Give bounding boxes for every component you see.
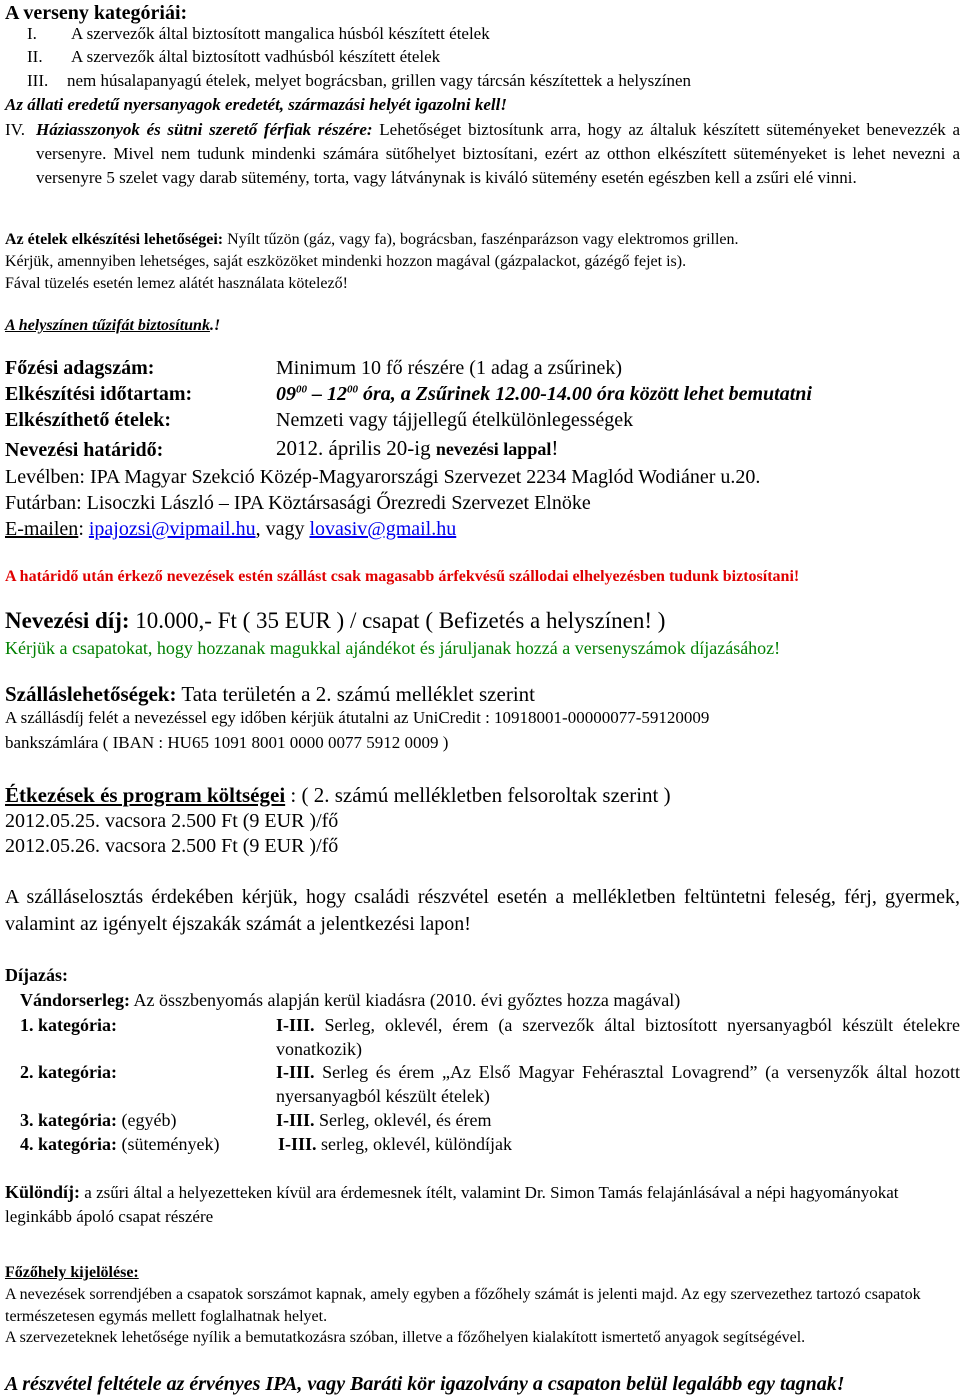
- preparation-section: [5, 229, 960, 295]
- fee-request: Kérjük a csapatokat, hogy hozzanak magukkal ajándékot és járuljanak hozzá a versenyszámok díjazásához!: [5, 638, 781, 658]
- contact-email: E-mailen: ipajozsi@vipmail.hu, vagy lovasiv@gmail.hu: [5, 518, 457, 540]
- contact-courier: Futárban: Lisoczki László – IPA Köztársasági Őrezredi Szervezet Elnöke: [5, 492, 591, 514]
- iv-lead: Háziasszonyok és sütni szerető férfiak részére:: [36, 120, 373, 139]
- detail-label: Főzési adagszám:: [5, 357, 155, 379]
- detail-label: Elkészíthető ételek:: [5, 409, 172, 431]
- contact-letter: Levélben: IPA Magyar Szekció Közép-Magyarországi Szervezet 2234 Maglód Wodiáner u.20.: [5, 466, 761, 488]
- meal-item: 2012.05.26. vacsora 2.500 Ft (9 EUR )/fő: [5, 835, 339, 857]
- footer-condition: A részvétel feltétele az érvényes IPA, vagy Baráti kör igazolvány a csapaton belül legalább egy tagnak!: [5, 1373, 845, 1395]
- preparation-line: Kérjük, amennyiben lehetséges, saját eszközöket mindenki hozzon magával (gázpalackot, gázégő fejet is).: [5, 253, 687, 270]
- origin-notice: Az állati eredetű nyersanyagok eredetét, származási helyét igazolni kell!: [5, 95, 507, 114]
- category-item-iv: IV. Háziasszonyok és sütni szerető férfiak részére: Lehetőséget biztosítunk arra, hogy az általuk készített süteményeket benevezzék a versenyre. Mivel nem tudunk mindenki számára sütőhelyet biztosítani, ezért az otthon elkészített süteményeket is lehet nevezni a versenyre 5 szelet vagy darab sütemény, torta, vagy látványnak is kiváló sütemény esetén egészben kell a zsűri elé vinni.: [5, 120, 960, 187]
- accommodation-line: bankszámlára ( IBAN : HU65 1091 8001 0000 0077 5912 0009 ): [5, 733, 449, 752]
- detail-value: Nemzeti vagy tájjellegű ételkülönlegességek: [276, 409, 634, 431]
- awards-heading: Díjazás:: [5, 965, 68, 985]
- detail-label: Elkészítési időtartam:: [5, 383, 193, 405]
- detail-value: Minimum 10 fő részére (1 adag a zsűrinek): [276, 357, 622, 379]
- accommodation-title: Szálláslehetőségek: Tata területén a 2. számú melléklet szerint: [5, 682, 535, 706]
- document-page: A verseny kategóriái: I. A szervezők által biztosított mangalica húsból készített ételek II. A szervezők által biztosított vadhúsból készített ételek III. nem húsalapanyagú ételek, melyet bográcsban, grillen vagy tárcsán készítettek a helyszínen Az állati eredetű nyersanyagok eredetét, származási helyét igazolni kell! IV. Háziasszonyok és sütni szerető férfiak részére: Lehetőséget biztosítunk arra, hogy az általuk készített süteményeket benevezzék a versenyre. Mivel nem tudunk mindenki számára sütőhelyet biztosítani, ezért az otthon elkészített süteményeket is lehet nevezni a versenyre 5 szelet vagy darab sütemény, torta, vagy látványnak is kiváló sütemény esetén egészben kell a zsűri elé vinni. Az ételek elkészítési lehetőségei: Nyílt tűzön (gáz, vagy fa), bográcsban, faszénparázson vagy elektromos grillen. Kérjük, amennyiben lehetséges, saját eszközöket mindenki hozzon magával (gázpalackot, gázégő fejet is). Fával tüzelés esetén lemez alátét használata kötelező! A helyszínen tűzifát biztosítunk.! Főzési adagszám: Minimum 10 fő részére (1 adag a zsűrinek) Elkészítési időtartam: $09^{00} - 12^{00}$ óra, a Zsűrinek 12.00-14.00 óra között lehet bemutatni Elkészíthető ételek: Nemzeti vagy tájjellegű ételkülönlegességek Nevezési határidő: 2012. április 20-ig nevezési lappal! Levélben: IPA Magyar Szekció Közép-Magyarországi Szervezet 2234 Maglód Wodiáner u.20. Futárban: Lisoczki László – IPA Köztársasági Őrezredi Szervezet Elnöke E-mailen: ipajozsi@vipmail.hu, vagy lovasiv@gmail.hu A határidő után érkező nevezések estén szállást csak magasabb árfekvésű szállodai elhelyezésben tudunk biztosítani! Nevezési díj: 10.000,- Ft ( 35 EUR ) / csapat ( Befizetés a helyszínen! ) Kérjük a csapatokat, hogy hozzanak magukkal ajándékot és járuljanak hozzá a versenyszámok díjazásához! Szálláslehetőségek: Tata területén a 2. számú melléklet szerint A szállásdíj felét a nevezéssel egy időben kérjük átutalni az UniCredit : 10918001-00000077-59120009 bankszámlára ( IBAN : HU65 1091 8001 0000 0077 5912 0009 ) Étkezések és program költségei : ( 2. számú mellékletben felsoroltak szerint ) 2012.05.25. vacsora 2.500 Ft (9 EUR )/fő 2012.05.26. vacsora 2.500 Ft (9 EUR )/fő A szálláselosztás érdekében kérjük, hogy családi részvétel esetén a mellékletben feltüntetni feleség, férj, gyermek, valamint az igényelt éjszakák számát a jelentkezési lapon! Díjazás: Vándorserleg: Az összbenyomás alapján kerül kiadásra (2010. évi győztes hozza magával) 1. kategória: I-III. Serleg, oklevél, érem (a szervezők által biztosított nyersanyagból készült ételekre vonatkozik) 2. kategória: I-III. Serleg és érem „Az Első Magyar Fehérasztal Lovagrend” (a versenyzők által hozott nyersanyagból készült ételek) 3. kategória: (egyéb) I-III. Serleg, oklevél, és érem 4. kategória: (sütemények) I-III. serleg, oklevél, különdíjak Különdíj: a zsűri által a helyezetteken kívül ara érdemesnek ítélt, valamint Dr. Simon Tamás felajánlásával a népi hagyományokat leginkább ápoló csapat részére Főzőhely kijelölése: A nevezések sorrendjében a csapatok sorszámot kapnak, amely egyben a főzőhely számát is jelenti majd. Az egy szervezethez tartozó csapatok természetesen egymás mellett foglalhatnak helyet. A szervezeteknek lehetősége nyílik a bemutatkozásra szóban, illetve a főzőhelyen kialakított ismertető anyagok segítségével. A részvétel feltétele az érvényes IPA, vagy Baráti kör igazolvány a csapaton belül legalább egy tagnak!: [0, 0, 960, 1398]
- categories-heading: A verseny kategóriái:: [5, 2, 188, 24]
- detail-value: $09^{00} - 12^{00}$ óra, a Zsűrinek 12.00-14.00 óra között lehet bemutatni: [276, 383, 812, 405]
- iv-text: Lehetőséget biztosítunk arra, hogy az általuk készített süteményeket benevezzék a versenyre. Mivel nem tudunk mindenki számára sütőhelyet biztosítani, ezért az otthon elkészített süteményeket is lehet nevezni a versenyre 5 szelet vagy darab sütemény, torta, vagy látványnak is kiváló sütemény esetén egészben kell a zsűri elé vinni.: [36, 120, 960, 187]
- cup-row: Vándorserleg: Az összbenyomás alapján kerül kiadásra (2010. évi győztes hozza magával): [20, 990, 681, 1010]
- accommodation-line: A szállásdíj felét a nevezéssel egy időben kérjük átutalni az UniCredit : 10918001-00000077-59120009: [5, 708, 710, 727]
- stove-paragraph: A szervezeteknek lehetősége nyílik a bemutatkozásra szóban, illetve a főzőhelyen kialakított ismertető anyagok segítségével.: [5, 1329, 806, 1346]
- award-category: 2. kategória: I-III. Serleg és érem „Az Első Magyar Fehérasztal Lovagrend” (a versenyzők által hozott nyersanyagból készült ételek): [20, 1062, 960, 1106]
- preparation-line: Fával tüzelés esetén lemez alátét használata kötelező!: [5, 275, 348, 292]
- detail-label: Nevezési határidő:: [5, 439, 164, 461]
- email-link-1[interactable]: ipajozsi@vipmail.hu: [88, 518, 256, 540]
- stove-heading: Főzőhely kijelölése:: [5, 1264, 139, 1281]
- firewood-note: A helyszínen tűzifát biztosítunk.!: [5, 317, 221, 334]
- email-link-2[interactable]: lovasiv@gmail.hu: [309, 518, 457, 540]
- preparation-text: Nyílt tűzön (gáz, vagy fa), bográcsban, faszénparázson vagy elektromos grillen.: [227, 231, 739, 248]
- award-category: 1. kategória: I-III. Serleg, oklevél, érem (a szervezők által biztosított nyersanyagból készült ételekre vonatkozik): [20, 1015, 960, 1059]
- meals-title: Étkezések és program költségei : ( 2. számú mellékletben felsoroltak szerint ): [5, 783, 671, 807]
- meal-item: 2012.05.25. vacsora 2.500 Ft (9 EUR )/fő: [5, 810, 339, 832]
- special-award: Különdíj: a zsűri által a helyezetteken kívül ara érdemesnek ítélt, valamint Dr. Simon Tamás felajánlásával a népi hagyományokat leginkább ápoló csapat részére: [5, 1182, 899, 1226]
- detail-value: 2012. április 20-ig nevezési lappal!: [276, 436, 559, 460]
- fee-line: Nevezési díj: 10.000,- Ft ( 35 EUR ) / csapat ( Befizetés a helyszínen! ): [5, 608, 666, 633]
- stove-paragraph: A nevezések sorrendjében a csapatok sorszámot kapnak, amely egyben a főzőhely számát is jelenti majd. Az egy szervezethez tartozó csapatok természetesen egymás mellett foglalhatnak helyet.: [5, 1286, 921, 1325]
- late-notice: A határidő után érkező nevezések estén szállást csak magasabb árfekvésű szállodai elhelyezésben tudunk biztosítani!: [5, 568, 800, 585]
- allocation-note: A szálláselosztás érdekében kérjük, hogy családi részvétel esetén a mellékletben feltüntetni feleség, férj, gyermek, valamint az igényelt éjszakák számát a jelentkezési lapon!: [5, 886, 960, 935]
- preparation-lead: Az ételek elkészítési lehetőségei:: [5, 231, 224, 248]
